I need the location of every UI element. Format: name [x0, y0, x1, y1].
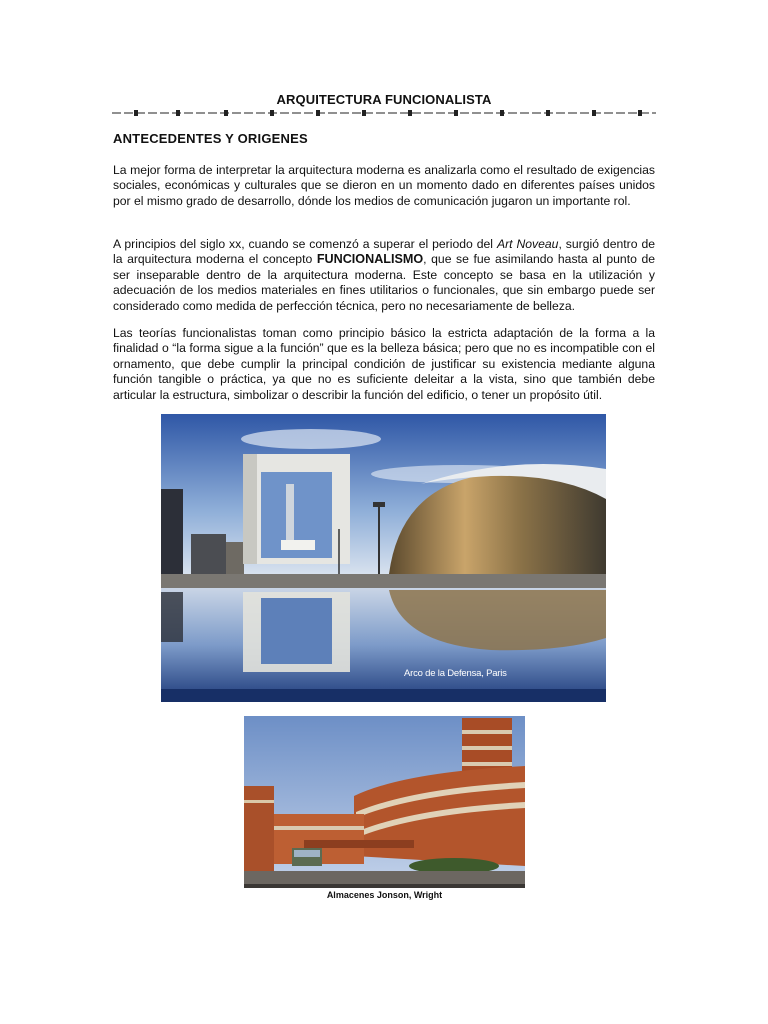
- caption-arco-defensa: Arco de la Defensa, Paris: [404, 668, 507, 679]
- paragraph-intro: La mejor forma de interpretar la arquitectura moderna es analizarla como el resultado de exigencias sociales, económicas y culturales que se dieron en un momento dado en diferentes países unidos por el mismo grado de desarrollo, dónde los medios de comunicación jugaron un importante rol.: [113, 163, 655, 208]
- funcionalismo-term: FUNCIONALISMO: [316, 252, 424, 267]
- paragraph-theories: Las teorías funcionalistas toman como principio básico la estricta adaptación de la forma a la finalidad o “la forma sigue a la función” que es la belleza básica; pero que no es incompatible con el ornamento, que debe cumplir la principal condición de justificar su existencia mediante alguna función tangible o práctica, ya que no es suficiente deleitar a la vista, sino que también debe articular la estructura, simbolizar o describir la función del edificio, o tener un propósito útil.: [113, 326, 655, 402]
- photo-arco-defensa: [161, 414, 606, 702]
- art-noveau-term: Art Noveau: [496, 237, 559, 251]
- section-heading: ANTECEDENTES Y ORIGENES: [113, 131, 308, 146]
- paragraph-text: A principios del siglo xx, cuando se comenzó a superar el periodo del: [113, 237, 497, 251]
- caption-almacenes-jonson: Almacenes Jonson, Wright: [326, 890, 443, 900]
- photo-almacenes-jonson: [244, 716, 525, 888]
- document-title: ARQUITECTURA FUNCIONALISTA: [276, 92, 492, 107]
- paragraph-text: , surgió dentro de la arquitectura moderna el concepto: [113, 237, 655, 267]
- paragraph-text: , que se fue asimilando hasta al punto de ser inseparable dentro de la arquitectura moderna. Este concepto se basa en la utilización y adecuación de los medios materiales en fines utilitarios o funcionales, que sin embargo puede ser considerado como medida de perfección técnica, pero no necesariamente de belleza.: [113, 252, 655, 313]
- paragraph-funcionalismo: [113, 237, 655, 314]
- decorative-dashed-rule: [112, 107, 656, 119]
